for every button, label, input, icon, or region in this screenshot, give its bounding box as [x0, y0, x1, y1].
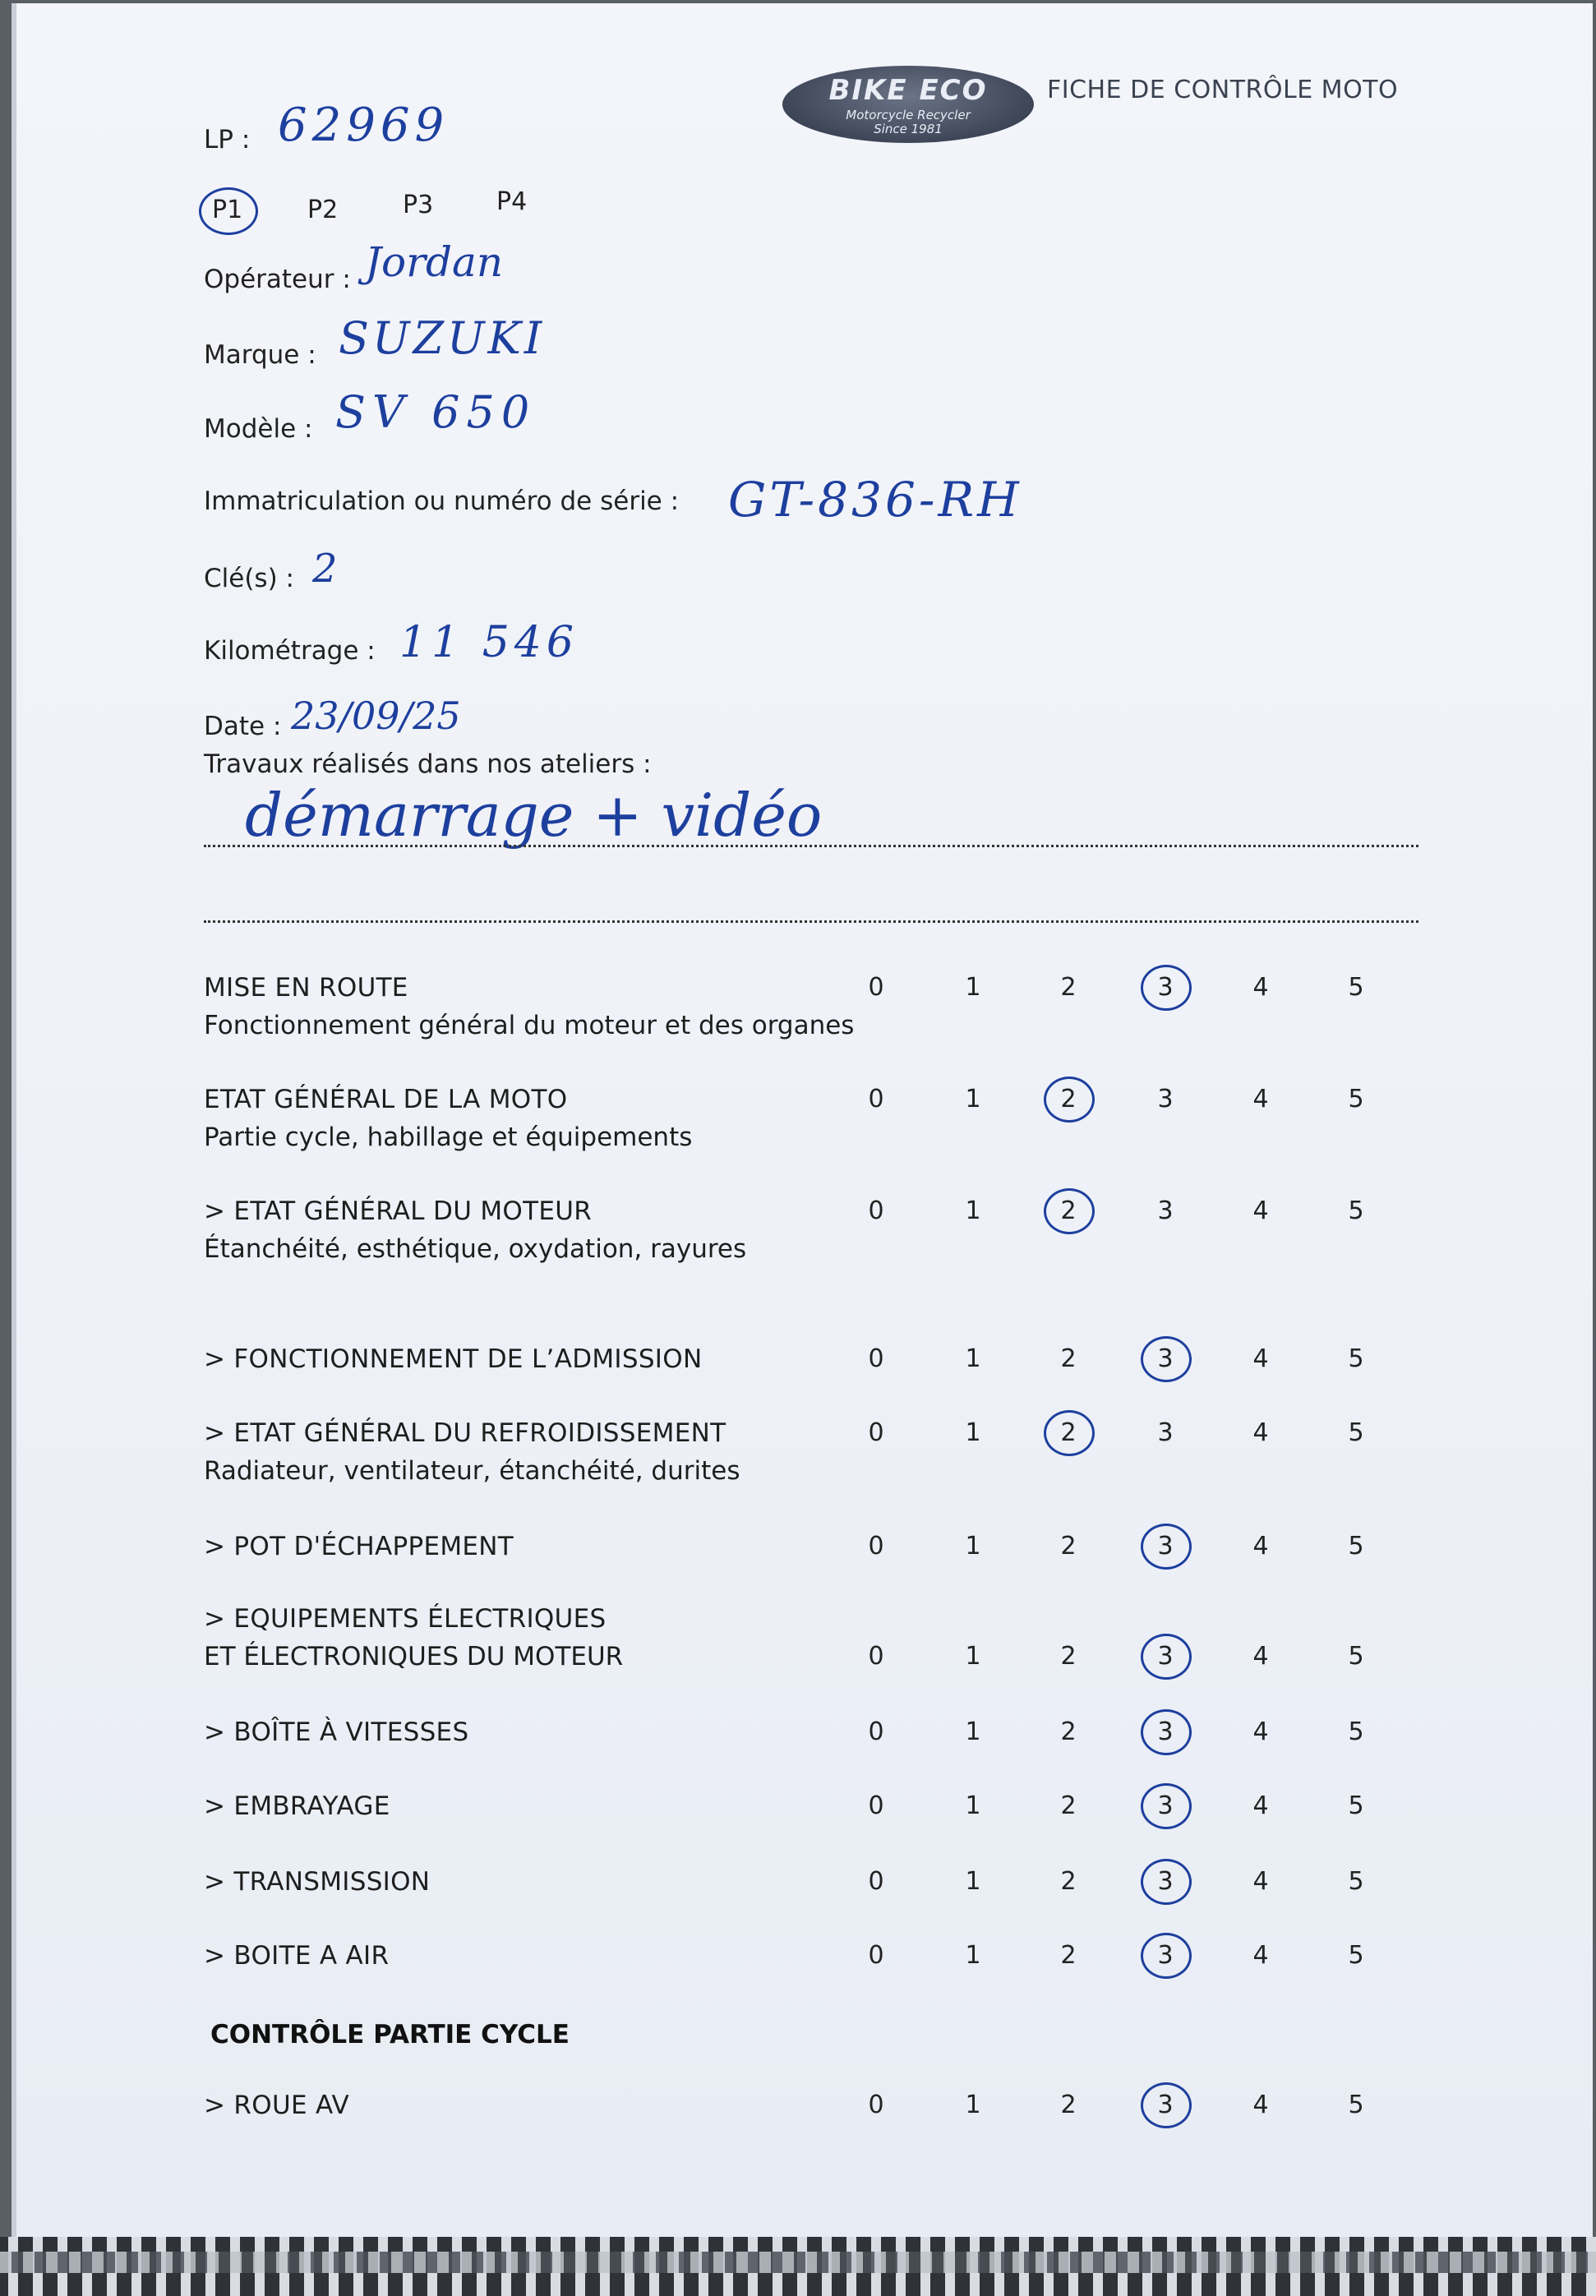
- selected-score-circle: [1141, 1524, 1192, 1570]
- rating-row: [16, 1941, 1578, 2023]
- travaux-value[interactable]: démarrage + vidéo: [245, 781, 823, 850]
- score-option-1[interactable]: 1: [965, 1867, 981, 1896]
- score-option-1[interactable]: 1: [965, 1642, 981, 1671]
- selected-score-circle: [1141, 1933, 1192, 1979]
- lp-value[interactable]: 62969: [278, 99, 450, 152]
- score-option-4[interactable]: 4: [1252, 1791, 1269, 1820]
- score-option-5[interactable]: 5: [1348, 1717, 1364, 1746]
- score-option-5[interactable]: 5: [1348, 1196, 1364, 1225]
- score-option-1[interactable]: 1: [965, 1085, 981, 1113]
- score-option-0[interactable]: 0: [868, 1196, 884, 1225]
- selected-score-circle: [1044, 1188, 1095, 1234]
- score-option-4[interactable]: 4: [1252, 1717, 1269, 1746]
- score-option-0[interactable]: 0: [868, 1418, 884, 1447]
- rating-item-title: > EMBRAYAGE: [204, 1791, 390, 1821]
- date-label: Date :: [204, 712, 282, 741]
- p-options: [196, 186, 689, 235]
- score-option-3[interactable]: 3: [1157, 1344, 1174, 1373]
- score-option-3[interactable]: 3: [1157, 2091, 1174, 2119]
- rating-item-title: ETAT GÉNÉRAL DE LA MOTO: [204, 1085, 568, 1114]
- bike-eco-logo: [782, 66, 1034, 143]
- travaux-line-1: [204, 845, 1418, 847]
- score-option-2[interactable]: 2: [1060, 1941, 1077, 1970]
- score-option-4[interactable]: 4: [1252, 1085, 1269, 1113]
- score-option-0[interactable]: 0: [868, 973, 884, 1002]
- rating-item-subtitle: Fonctionnement général du moteur et des organes: [204, 1011, 855, 1040]
- score-option-0[interactable]: 0: [868, 1941, 884, 1970]
- score-option-0[interactable]: 0: [868, 1717, 884, 1746]
- date-value[interactable]: 23/09/25: [291, 694, 461, 738]
- form-title: FICHE DE CONTRÔLE MOTO: [1047, 76, 1399, 104]
- score-option-0[interactable]: 0: [868, 1791, 884, 1820]
- rating-row: [16, 1717, 1578, 1800]
- score-option-1[interactable]: 1: [965, 1196, 981, 1225]
- marque-label: Marque :: [204, 340, 316, 370]
- selected-score-circle: [1141, 1783, 1192, 1829]
- selected-score-circle: [1141, 1634, 1192, 1680]
- score-option-2[interactable]: 2: [1060, 1717, 1077, 1746]
- rating-row: [16, 1344, 1578, 1427]
- score-option-5[interactable]: 5: [1348, 1418, 1364, 1447]
- score-option-4[interactable]: 4: [1252, 1418, 1269, 1447]
- score-option-5[interactable]: 5: [1348, 2091, 1364, 2119]
- score-option-5[interactable]: 5: [1348, 1791, 1364, 1820]
- score-option-3[interactable]: 3: [1157, 1791, 1174, 1820]
- p-option-p2[interactable]: P2: [307, 196, 339, 224]
- travaux-label: Travaux réalisés dans nos ateliers :: [204, 749, 652, 779]
- km-label: Kilométrage :: [204, 636, 376, 666]
- score-option-0[interactable]: 0: [868, 2091, 884, 2119]
- p-option-p3[interactable]: P3: [403, 191, 434, 219]
- selected-score-circle: [1044, 1410, 1095, 1456]
- score-option-3[interactable]: 3: [1157, 1717, 1174, 1746]
- immat-value[interactable]: GT-836-RH: [728, 472, 1022, 528]
- selected-score-circle: [1141, 1336, 1192, 1382]
- cles-label: Clé(s) :: [204, 564, 294, 593]
- selected-score-circle: [1141, 1709, 1192, 1755]
- score-option-4[interactable]: 4: [1252, 1867, 1269, 1896]
- form-sheet: [12, 3, 1593, 2238]
- score-option-1[interactable]: 1: [965, 1418, 981, 1447]
- score-option-3[interactable]: 3: [1157, 1196, 1174, 1225]
- rating-row: [16, 1085, 1578, 1167]
- score-option-5[interactable]: 5: [1348, 973, 1364, 1002]
- logo-text: BIKE ECO: [828, 74, 988, 107]
- score-option-2[interactable]: 2: [1060, 1791, 1077, 1820]
- score-option-3[interactable]: 3: [1157, 1418, 1174, 1447]
- rating-item-subtitle: ET ÉLECTRONIQUES DU MOTEUR: [204, 1642, 624, 1671]
- rating-item-title: MISE EN ROUTE: [204, 973, 408, 1003]
- score-option-1[interactable]: 1: [965, 1717, 981, 1746]
- rating-row: [16, 973, 1578, 1055]
- travaux-line-2: [204, 920, 1418, 923]
- score-option-5[interactable]: 5: [1348, 1867, 1364, 1896]
- p-option-p4[interactable]: P4: [496, 187, 528, 216]
- score-option-4[interactable]: 4: [1252, 973, 1269, 1002]
- score-option-2[interactable]: 2: [1060, 1344, 1077, 1373]
- rating-row: [16, 1867, 1578, 1949]
- score-option-1[interactable]: 1: [965, 1344, 981, 1373]
- rating-item-title: > FONCTIONNEMENT DE L’ADMISSION: [204, 1344, 703, 1374]
- score-option-2[interactable]: 2: [1060, 1532, 1077, 1561]
- selected-score-circle: [1141, 2082, 1192, 2128]
- selected-score-circle: [1141, 1859, 1192, 1905]
- score-option-1[interactable]: 1: [965, 1791, 981, 1820]
- rating-item-subtitle: Étanchéité, esthétique, oxydation, rayures: [204, 1234, 747, 1264]
- score-option-5[interactable]: 5: [1348, 1085, 1364, 1113]
- score-option-5[interactable]: 5: [1348, 1941, 1364, 1970]
- score-option-0[interactable]: 0: [868, 1642, 884, 1671]
- score-option-0[interactable]: 0: [868, 1867, 884, 1896]
- score-option-4[interactable]: 4: [1252, 1941, 1269, 1970]
- score-option-2[interactable]: 2: [1060, 1867, 1077, 1896]
- score-option-0[interactable]: 0: [868, 1344, 884, 1373]
- modele-label: Modèle :: [204, 414, 313, 444]
- score-option-2[interactable]: 2: [1060, 1085, 1077, 1113]
- rating-row: [16, 1604, 1578, 1686]
- marque-value[interactable]: SUZUKI: [339, 312, 546, 364]
- score-option-2[interactable]: 2: [1060, 1642, 1077, 1671]
- score-option-5[interactable]: 5: [1348, 1344, 1364, 1373]
- score-option-3[interactable]: 3: [1157, 1867, 1174, 1896]
- rating-item-title: > TRANSMISSION: [204, 1867, 431, 1897]
- rating-item-title: > BOITE A AIR: [204, 1941, 390, 1971]
- rating-item-title: > POT D'ÉCHAPPEMENT: [204, 1532, 514, 1561]
- rating-item-title: > EQUIPEMENTS ÉLECTRIQUES: [204, 1604, 607, 1634]
- binder-perforation: [0, 2237, 1596, 2296]
- rating-item-title: > BOÎTE À VITESSES: [204, 1717, 469, 1747]
- score-option-4[interactable]: 4: [1252, 1196, 1269, 1225]
- rating-item-subtitle: Radiateur, ventilateur, étanchéité, durites: [204, 1456, 740, 1486]
- score-option-3[interactable]: 3: [1157, 1085, 1174, 1113]
- rating-item-title: > ROUE AV: [204, 2091, 350, 2120]
- selected-score-circle: [1044, 1077, 1095, 1123]
- score-option-3[interactable]: 3: [1157, 1532, 1174, 1561]
- rating-row: [16, 2091, 1578, 2173]
- score-option-2[interactable]: 2: [1060, 973, 1077, 1002]
- score-option-5[interactable]: 5: [1348, 1642, 1364, 1671]
- section-cycle-title: CONTRÔLE PARTIE CYCLE: [210, 2020, 570, 2049]
- score-option-3[interactable]: 3: [1157, 1642, 1174, 1671]
- rating-item-subtitle: Partie cycle, habillage et équipements: [204, 1123, 693, 1152]
- cles-value[interactable]: 2: [312, 546, 338, 592]
- score-option-2[interactable]: 2: [1060, 1196, 1077, 1225]
- score-option-0[interactable]: 0: [868, 1085, 884, 1113]
- score-option-4[interactable]: 4: [1252, 2091, 1269, 2119]
- rating-row: [16, 1196, 1578, 1279]
- rating-item-title: > ETAT GÉNÉRAL DU MOTEUR: [204, 1196, 593, 1226]
- score-option-2[interactable]: 2: [1060, 1418, 1077, 1447]
- operateur-value[interactable]: Jordan: [365, 238, 504, 286]
- rating-row: [16, 1791, 1578, 1874]
- immat-label: Immatriculation ou numéro de série :: [204, 486, 680, 516]
- score-option-3[interactable]: 3: [1157, 973, 1174, 1002]
- score-option-1[interactable]: 1: [965, 2091, 981, 2119]
- modele-value[interactable]: SV 650: [335, 386, 537, 438]
- score-option-1[interactable]: 1: [965, 973, 981, 1002]
- score-option-2[interactable]: 2: [1060, 2091, 1077, 2119]
- score-option-4[interactable]: 4: [1252, 1642, 1269, 1671]
- score-option-1[interactable]: 1: [965, 1941, 981, 1970]
- p-option-p1[interactable]: P1: [212, 196, 243, 224]
- km-value[interactable]: 11 546: [399, 618, 579, 667]
- score-option-4[interactable]: 4: [1252, 1532, 1269, 1561]
- operateur-label: Opérateur :: [204, 265, 351, 294]
- score-option-4[interactable]: 4: [1252, 1344, 1269, 1373]
- rating-row: [16, 1418, 1578, 1501]
- lp-label: LP :: [204, 125, 251, 154]
- score-option-5[interactable]: 5: [1348, 1532, 1364, 1561]
- selected-score-circle: [1141, 965, 1192, 1011]
- rating-row: [16, 1532, 1578, 1614]
- rating-item-title: > ETAT GÉNÉRAL DU REFROIDISSEMENT: [204, 1418, 727, 1448]
- logo-tagline: Motorcycle Recycler Since 1981: [846, 108, 971, 136]
- score-option-0[interactable]: 0: [868, 1532, 884, 1561]
- score-option-3[interactable]: 3: [1157, 1941, 1174, 1970]
- score-option-1[interactable]: 1: [965, 1532, 981, 1561]
